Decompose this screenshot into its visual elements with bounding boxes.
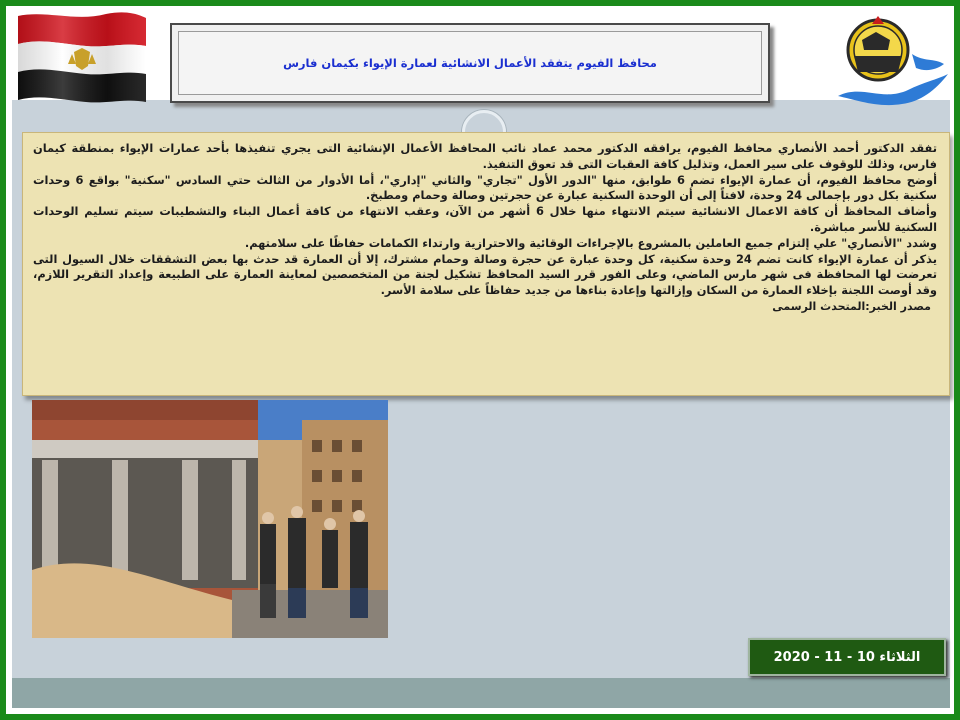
article-paragraph: يذكر أن عمارة الإيواء كانت تضم 24 وحدة سكنية، كل وحدة عبارة عن حجرة وصالة وحمام مشترك، إلا أن العمارة قد حدث بها بعض التشققات خلال السيول التى تعرضت لها المحافظة فى شهر مارس الماضي، وعلى الفور قرر السيد المحافظ تشكيل لجنة من المتخصصين لمعاينة العمارة على الطبيعة وإعداد التقرير اللازم، وقد أوصت اللجنة بإخلاء العمارة من السكان وإزالتها وإعادة بناءها من جديد حفاظاً على سلامة الأسر. xyxy=(33,251,937,298)
fayoum-governorate-logo-icon xyxy=(832,10,950,108)
article-source: مصدر الخبر:المتحدث الرسمى xyxy=(772,299,931,313)
date-badge xyxy=(748,638,946,676)
article-paragraph: أوضح محافظ الفيوم، أن عمارة الإيواء تضم 6 طوابق، منها "الدور الأول "تجاري" والثاني "إداري"، أما الأدوار من الثالث حتي السادس "سكنية" بواقع 6 وحدات سكنية بكل دور بإجمالى 24 وحدة، لافتاً إلى أن الوحدة السكنية عبارة عن حجرتين وصالة وحمام ومطبخ. xyxy=(33,172,937,203)
article-body xyxy=(33,141,937,299)
article-box xyxy=(22,132,950,396)
egypt-flag-icon xyxy=(16,8,148,106)
page xyxy=(6,6,954,714)
page-title: محافظ الفيوم يتفقد الأعمال الانشائية لعمارة الإيواء بكيمان فارس xyxy=(283,56,657,70)
article-paragraph: تفقد الدكتور أحمد الأنصاري محافظ الفيوم، يرافقه الدكتور محمد عماد نائب المحافظ الأعمال الإنشائية التى يجري تنفيذها بأحد عمارات الإيواء بمنطقة كيمان فارس، وذلك للوقوف على سير العمل، وتذليل كافة العقبات التى قد تعوق التنفيذ. xyxy=(33,141,937,171)
article-paragraph: وأضاف المحافظ أن كافة الاعمال الانشائية سيتم الانتهاء منها خلال 6 أشهر من الآن، وعقب الانتهاء من كافة أعمال البناء والتشطيبات سيتم تسليم الوحدات السكنية للأسر مباشرة. xyxy=(33,204,937,234)
bottom-band xyxy=(12,678,950,708)
title-box xyxy=(170,23,770,103)
title-inner-frame xyxy=(178,31,762,95)
article-paragraph: وشدد "الأنصاري" علي إلتزام جميع العاملين بالمشروع بالإجراءات الوقائية والاحترازية وارتداء الكمامات حفاظًا على سلامتهم. xyxy=(244,235,937,250)
date-label: الثلاثاء 10 - 11 - 2020 xyxy=(773,649,921,665)
site-visit-photo xyxy=(32,400,388,638)
